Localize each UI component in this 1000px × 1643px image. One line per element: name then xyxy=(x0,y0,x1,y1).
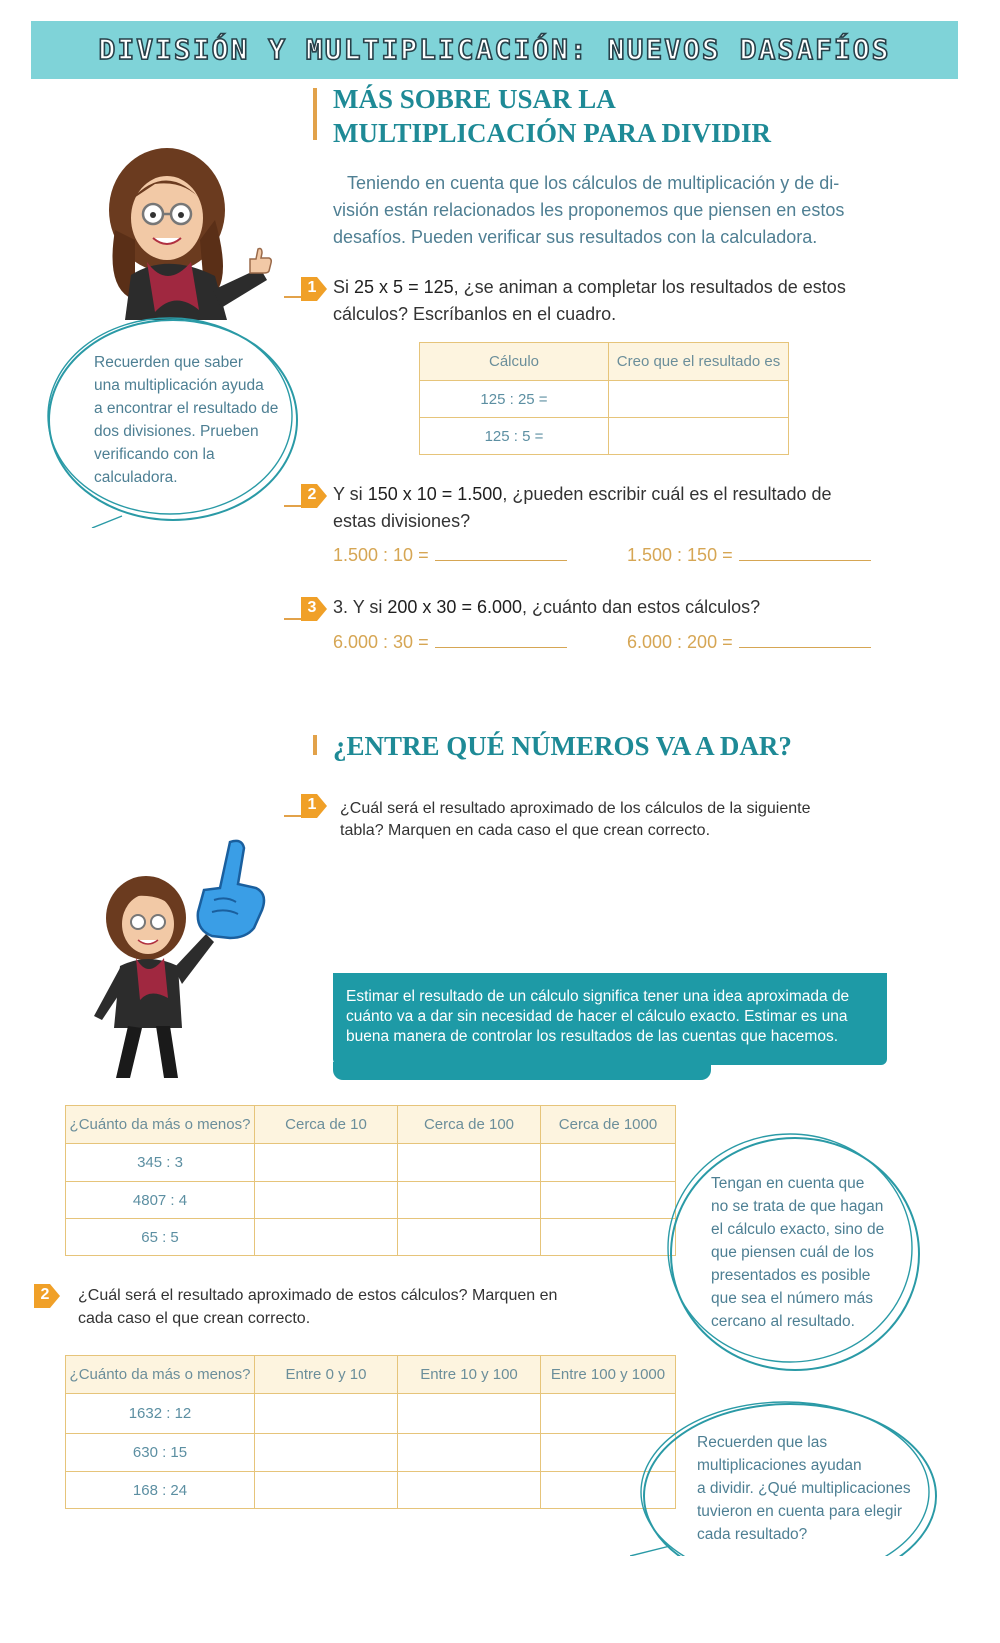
bubble-line: verificando con la xyxy=(94,446,215,463)
calc-table-header: Creo que el resultado es xyxy=(609,343,789,381)
bubble-line: Recuerden que saber xyxy=(94,354,244,371)
answer-blank[interactable] xyxy=(739,647,871,648)
table-cell-calc: 65 : 5 xyxy=(66,1219,255,1256)
step1-text xyxy=(333,274,893,328)
calc-expression: 1.500 : 10 = xyxy=(333,545,429,565)
table-cell-option[interactable] xyxy=(255,1144,398,1182)
step1-rest: , ¿se animan a completar los resultados de estos xyxy=(453,277,846,297)
foam-finger-icon xyxy=(190,838,270,942)
s2-step2-text xyxy=(78,1284,557,1330)
calc-table xyxy=(419,342,789,455)
table-header: Cerca de 100 xyxy=(398,1106,541,1144)
table-cell-option[interactable] xyxy=(541,1144,676,1182)
step1-line2: cálculos? Escríbanlos en el cuadro. xyxy=(333,304,617,324)
step-badge-s2-2 xyxy=(34,1284,60,1308)
table-row xyxy=(66,1394,676,1434)
info-box-text xyxy=(346,987,867,1047)
step3-equation: 200 x 30 = 6.000 xyxy=(387,597,523,617)
step1-equation: 25 x 5 = 125 xyxy=(354,277,454,297)
section-title-1 xyxy=(333,82,771,150)
step-badge-2 xyxy=(301,484,327,508)
section-accent-bar xyxy=(313,88,317,140)
bubble-line: que piensen cuál de los xyxy=(711,1244,874,1261)
table-cell-answer[interactable] xyxy=(609,418,789,455)
teacher-avatar xyxy=(95,140,285,320)
step3-rest: , ¿cuánto dan estos cálculos? xyxy=(522,597,761,617)
bubble-line: una multiplicación ayuda xyxy=(94,377,264,394)
step1-prefix: Si xyxy=(333,277,350,297)
table-cell-calc: 345 : 3 xyxy=(66,1144,255,1182)
step2-calc-b xyxy=(627,545,871,566)
step-number: 1 xyxy=(307,279,317,296)
bubble-line: dos divisiones. Prueben xyxy=(94,423,259,440)
table-cell-option[interactable] xyxy=(398,1144,541,1182)
table-cell-calc: 168 : 24 xyxy=(66,1472,255,1509)
bubble-line: multiplicaciones ayudan xyxy=(697,1457,862,1474)
info-box-tab xyxy=(333,1062,711,1080)
bubble-line: no se trata de que hagan xyxy=(711,1198,884,1215)
table-row xyxy=(420,418,789,455)
table-cell-option[interactable] xyxy=(255,1434,398,1472)
table-row xyxy=(66,1472,676,1509)
step2-equation: 150 x 10 = 1.500 xyxy=(367,484,503,504)
step2-rest: , ¿pueden escribir cuál es el resultado de xyxy=(502,484,832,504)
table-cell-option[interactable] xyxy=(255,1182,398,1219)
section-title-1-line2: MULTIPLICACIÓN PARA DIVIDIR xyxy=(333,118,772,148)
section-title-2: ¿ENTRE QUÉ NÚMEROS VA A DAR? xyxy=(333,731,792,761)
table-header: Cerca de 10 xyxy=(255,1106,398,1144)
thumbs-up-icon xyxy=(244,245,274,275)
intro-paragraph xyxy=(333,170,893,251)
table-cell-answer[interactable] xyxy=(609,381,789,418)
info-line: Estimar el resultado de un cálculo significa tener una idea aproximada de xyxy=(346,988,850,1005)
bubble-line: calculadora. xyxy=(94,469,178,486)
table-cell-calc: 4807 : 4 xyxy=(66,1182,255,1219)
calc-expression: 6.000 : 30 = xyxy=(333,632,429,652)
title-banner xyxy=(31,21,958,79)
step3-prefix: 3. Y si xyxy=(333,597,383,617)
intro-line: visión están relacionados les proponemos que piensen en estos xyxy=(333,200,845,220)
answer-blank[interactable] xyxy=(435,560,567,561)
step3-calc-b xyxy=(627,632,871,653)
table-cell-option[interactable] xyxy=(398,1219,541,1256)
step2-calc-a xyxy=(333,545,567,566)
table-cell-option[interactable] xyxy=(541,1182,676,1219)
table-row xyxy=(66,1434,676,1472)
table-cell-calc: 630 : 15 xyxy=(66,1434,255,1472)
table-cell-option[interactable] xyxy=(541,1219,676,1256)
step3-text xyxy=(333,594,760,621)
table-header: Cerca de 1000 xyxy=(541,1106,676,1144)
s2-step2-line1: ¿Cuál será el resultado aproximado de estos cálculos? Marquen en xyxy=(78,1287,558,1304)
step-badge-s2-1 xyxy=(301,794,327,818)
bubble-line: que sea el número más xyxy=(711,1290,873,1307)
step-number: 2 xyxy=(40,1286,50,1303)
calc-table-header: Cálculo xyxy=(420,343,609,381)
s2-step2-line2: cada caso el que crean correcto. xyxy=(78,1310,311,1327)
intro-line: desafíos. Pueden verificar sus resultados con la calculadora. xyxy=(333,227,818,247)
step3-calc-a xyxy=(333,632,567,653)
estimate-table-2 xyxy=(65,1355,676,1509)
table-row xyxy=(66,1182,676,1219)
bubble-line: tuvieron en cuenta para elegir xyxy=(697,1503,903,1520)
table-row xyxy=(66,1219,676,1256)
section-accent-bar xyxy=(313,735,317,755)
info-box xyxy=(333,973,887,1065)
bubble-line: presentados es posible xyxy=(711,1267,871,1284)
step-badge-3 xyxy=(301,597,327,621)
table-cell-option[interactable] xyxy=(255,1394,398,1434)
step-number: 2 xyxy=(307,486,317,503)
section-title-1-line1: MÁS SOBRE USAR LA xyxy=(333,84,616,114)
step2-prefix: Y si xyxy=(333,484,363,504)
table-cell-option[interactable] xyxy=(398,1434,541,1472)
bubble-line: cercano al resultado. xyxy=(711,1313,855,1330)
s2-step1-text xyxy=(340,798,810,842)
calc-expression: 1.500 : 150 = xyxy=(627,545,733,565)
step-badge-1 xyxy=(301,277,327,301)
info-line: buena manera de controlar los resultados de las cuentas que hacemos. xyxy=(346,1028,838,1045)
step2-text xyxy=(333,481,893,535)
table-cell-option[interactable] xyxy=(398,1182,541,1219)
step-number: 3 xyxy=(307,599,317,616)
bubble-line: cada resultado? xyxy=(697,1526,808,1543)
table-header: ¿Cuánto da más o menos? xyxy=(66,1106,255,1144)
table-header: Entre 10 y 100 xyxy=(398,1356,541,1394)
table-cell-option[interactable] xyxy=(255,1219,398,1256)
s2-step1-line2: tabla? Marquen en cada caso el que crean correcto. xyxy=(340,822,711,839)
table-cell-option[interactable] xyxy=(398,1472,541,1509)
reminder-bubble-1 xyxy=(94,351,278,489)
s2-step1-line1: ¿Cuál será el resultado aproximado de los cálculos de la siguiente xyxy=(340,800,811,817)
estimate-table-1 xyxy=(65,1105,676,1256)
reminder-bubble-2 xyxy=(711,1172,884,1333)
table-cell-calc: 125 : 5 = xyxy=(420,418,609,455)
reminder-bubble-3 xyxy=(697,1431,911,1546)
table-row xyxy=(420,381,789,418)
table-header: Entre 0 y 10 xyxy=(255,1356,398,1394)
step2-line2: estas divisiones? xyxy=(333,511,471,531)
table-cell-calc: 1632 : 12 xyxy=(66,1394,255,1434)
info-line: cuánto va a dar sin necesidad de hacer el cálculo exacto. Estimar es una xyxy=(346,1008,848,1025)
answer-blank[interactable] xyxy=(435,647,567,648)
table-header: ¿Cuánto da más o menos? xyxy=(66,1356,255,1394)
bubble-line: a encontrar el resultado de xyxy=(94,400,279,417)
bubble-line: Recuerden que las xyxy=(697,1434,828,1451)
intro-line: Teniendo en cuenta que los cálculos de multiplicación y de di- xyxy=(347,173,840,193)
banner-title: DIVISIÓN Y MULTIPLICACIÓN: NUEVOS DASAFÍOS xyxy=(98,33,891,66)
table-cell-option[interactable] xyxy=(398,1394,541,1434)
calc-expression: 6.000 : 200 = xyxy=(627,632,733,652)
bubble-line: Tengan en cuenta que xyxy=(711,1175,865,1192)
table-cell-calc: 125 : 25 = xyxy=(420,381,609,418)
step-number: 1 xyxy=(307,796,317,813)
answer-blank[interactable] xyxy=(739,560,871,561)
bubble-line: el cálculo exacto, sino de xyxy=(711,1221,885,1238)
table-row xyxy=(66,1144,676,1182)
table-header: Entre 100 y 1000 xyxy=(541,1356,676,1394)
bubble-line: a dividir. ¿Qué multiplicaciones xyxy=(697,1480,911,1497)
table-cell-option[interactable] xyxy=(255,1472,398,1509)
